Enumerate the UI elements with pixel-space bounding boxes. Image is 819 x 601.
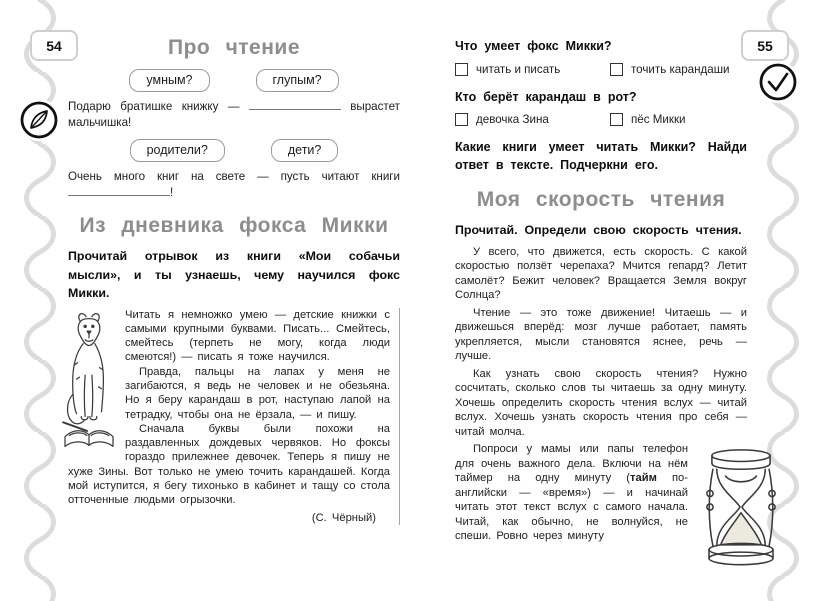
body-paragraph: У всего, что движется, есть скорость. С какой скоростью ползёт черепаха? Мчится гепард? Летит самолёт? Бежит человек? Вращается Земля вокруг Солнца? xyxy=(455,245,747,301)
author-attribution: (С. Чёрный) xyxy=(311,511,376,524)
speed-reading-instruction: Прочитай. Определи свою скорость чтения. xyxy=(455,223,742,237)
answer-choice-box[interactable]: умным? xyxy=(129,69,209,92)
lesson-title-skorost-chteniya: Моя скорость чтения xyxy=(476,188,726,211)
task-text-after: вырастет мальчишка! xyxy=(68,100,400,129)
lesson-title-iz-dnevnika: Из дневника фокса Микки xyxy=(79,214,389,237)
page-number: 55 xyxy=(757,37,773,54)
passage-paragraph: Читать я немножко умею — детские книжки с самыми крупными буквами. Писать... Смейтесь, смейтесь (терпеть не могу, когда люди смеются!) — писать я тоже научился. xyxy=(125,308,390,364)
question-2-options xyxy=(455,113,747,126)
check-task-marker xyxy=(757,61,799,103)
checkbox[interactable] xyxy=(610,63,623,76)
page-number: 54 xyxy=(46,37,62,54)
task-text-before: Подарю братишке книжку — xyxy=(68,100,240,113)
checkbox[interactable] xyxy=(455,63,468,76)
fill-in-blank[interactable] xyxy=(68,185,170,196)
writing-task-marker xyxy=(18,99,60,141)
checkbox[interactable] xyxy=(610,113,623,126)
option-label: читать и писать xyxy=(476,62,561,76)
bold-term: тайм xyxy=(630,472,657,484)
underline-task: Какие книги умеет читать Микки? Найди ответ в тексте. Подчеркни его. xyxy=(455,140,747,172)
fill-in-task-1 xyxy=(68,99,400,130)
lesson-title-pro-chtenie: Про чтение xyxy=(167,36,300,59)
answer-choice-row-1 xyxy=(68,69,400,92)
option[interactable] xyxy=(610,63,730,76)
paragraph-text: Попроси у мамы или папы телефон для очень важного дела. Включи на нём таймер на одну минуту ( xyxy=(455,443,688,484)
answer-choice-box[interactable]: глупым? xyxy=(256,69,339,92)
option[interactable] xyxy=(455,113,610,126)
fill-in-blank[interactable] xyxy=(249,99,341,110)
task-text-before: Очень много книг на свете — пусть читают книги xyxy=(68,170,400,183)
passage-paragraph: Правда, пальцы на лапах у меня не загибаются, я ведь не человек и не обезьяна. Но я беру карандаш в рот, наступаю лапой на тетрадку, чтобы она не ёрзала, — и пишу. xyxy=(125,365,390,421)
question-1: Что умеет фокс Микки? xyxy=(455,39,612,53)
decorative-squiggle-left xyxy=(20,0,60,601)
option-label: пёс Микки xyxy=(631,113,686,126)
passage-paragraph: Сначала буквы были похожи на раздавленных дождевых червяков. Но фоксы гораздо прилежнее девочек. Теперь я пишу не хуже Зины. Вот только не умею точить карандашей. Когда мой иступится, я бегу тихонько в кабинет и тащу со стола отточенные людьми огрызочки. xyxy=(68,422,390,507)
body-paragraph-with-figure xyxy=(455,442,747,544)
paragraph-text: по-английски — «время») — и начинай читать этот текст вслух с самого начала. Читай, как обычно, не волнуйся, не спеши. Ровно через минуту xyxy=(455,472,688,542)
reading-instruction: Прочитай отрывок из книги «Мои собачьи мысли», и ты узнаешь, чему научился фокс Микки. xyxy=(68,249,400,300)
question-1-options xyxy=(455,63,747,76)
answer-choice-box[interactable]: дети? xyxy=(271,139,339,162)
checkbox[interactable] xyxy=(455,113,468,126)
fill-in-task-2 xyxy=(68,169,400,200)
option[interactable] xyxy=(455,63,610,76)
page-number-badge-right xyxy=(741,30,789,61)
check-icon xyxy=(757,61,799,103)
option-label: точить карандаши xyxy=(631,62,730,76)
dog-with-book-illustration xyxy=(60,310,118,454)
task-text-after: ! xyxy=(170,185,174,199)
page-55 xyxy=(455,34,747,571)
answer-choice-row-2 xyxy=(68,139,400,162)
body-paragraph: Чтение — это тоже движение! Читаешь — и движешься вперёд: мозг лучше работает, память укрепляется, мысли становятся яснее, речь — лучше. xyxy=(455,306,747,362)
reading-passage xyxy=(68,308,400,525)
answer-choice-box[interactable]: родители? xyxy=(130,139,225,162)
option[interactable] xyxy=(610,113,686,126)
page-54 xyxy=(68,36,400,525)
hourglass-illustration xyxy=(697,445,785,571)
page-number-badge-left xyxy=(30,30,78,61)
body-paragraph: Как узнать свою скорость чтения? Нужно сосчитать, сколько слов ты читаешь за одну минуту. Хочешь определить скорость чтения вслух — читай вслух. Хочешь узнать скорость чтения про себя — читай молча. xyxy=(455,367,747,438)
option-label: девочка Зина xyxy=(476,113,549,126)
pencil-icon xyxy=(18,99,60,141)
question-2: Кто берёт карандаш в рот? xyxy=(455,89,637,104)
